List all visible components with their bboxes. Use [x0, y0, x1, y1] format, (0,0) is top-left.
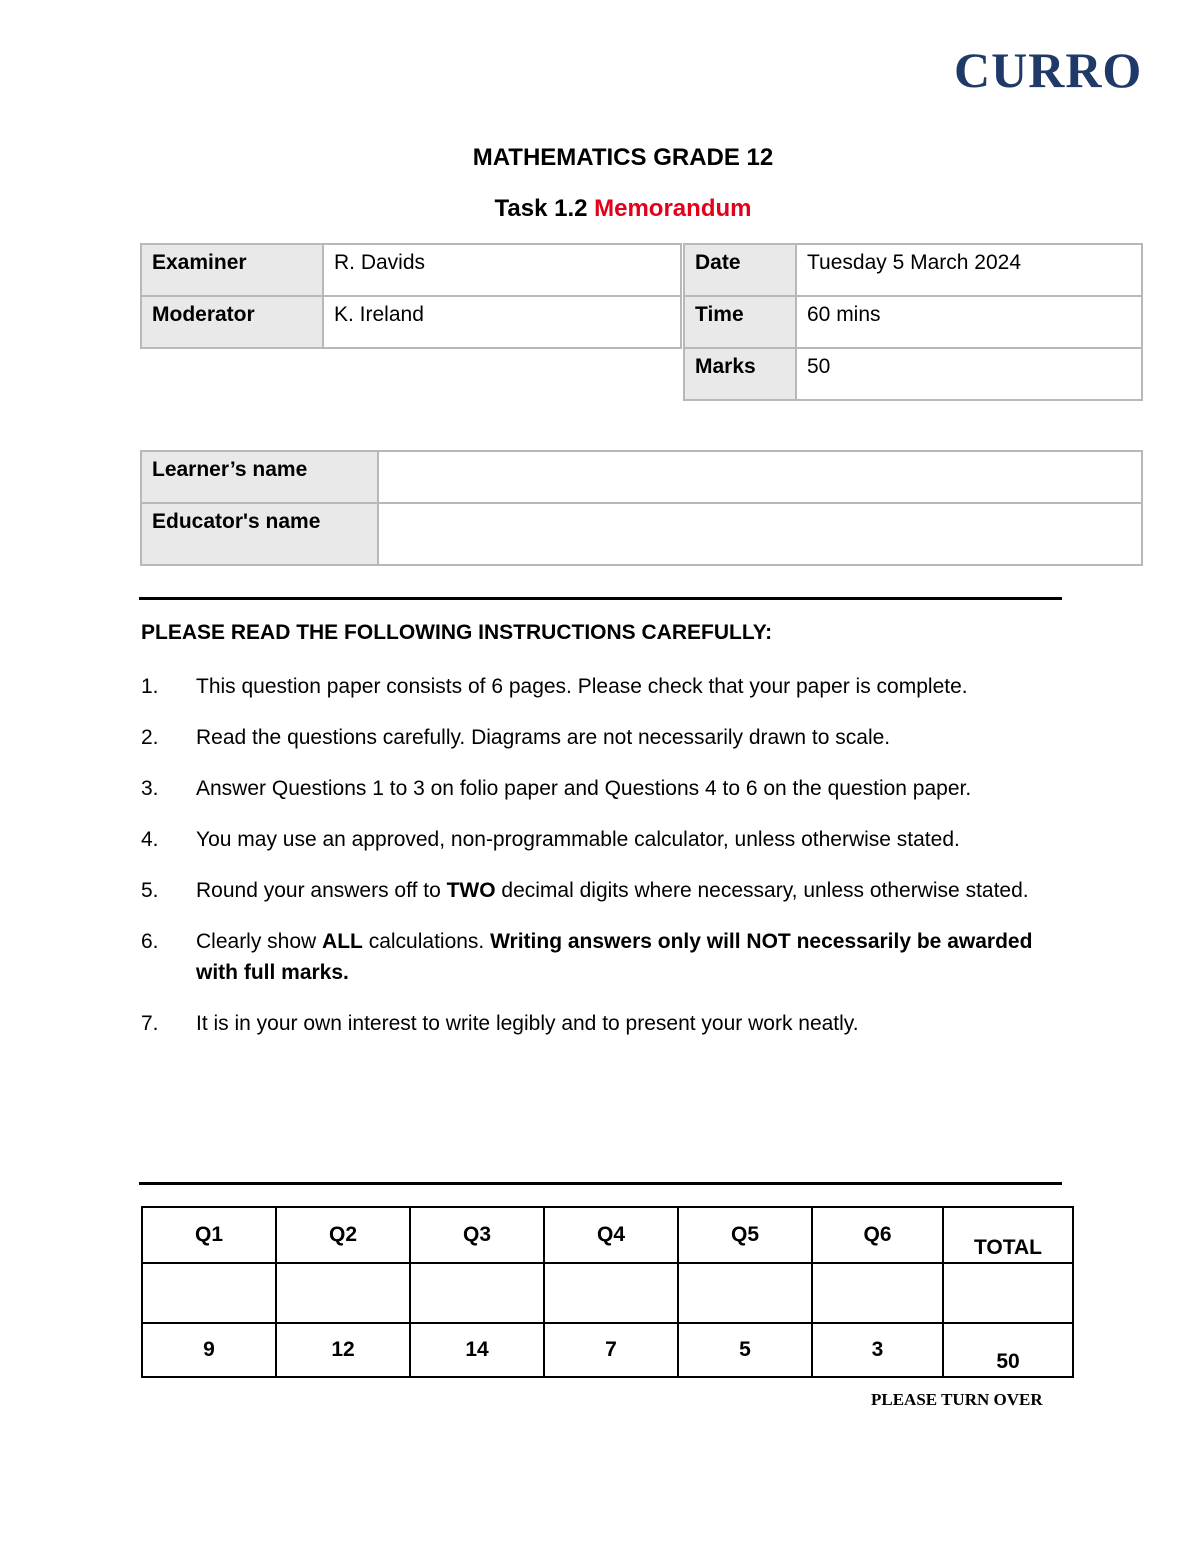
divider-bottom — [139, 1182, 1062, 1185]
q5-score-cell[interactable] — [678, 1263, 812, 1323]
q1-max-marks: 9 — [142, 1323, 276, 1377]
task-subtitle — [0, 195, 1200, 223]
instruction-text: Clearly show — [196, 930, 323, 953]
q2-max-marks: 12 — [276, 1323, 410, 1377]
instruction-text: This question paper consists of 6 pages. Please check that your paper is complete. — [196, 675, 968, 698]
instruction-text: Read the questions carefully. Diagrams are not necessarily drawn to scale. — [196, 726, 891, 749]
q5-max-marks: 5 — [678, 1323, 812, 1377]
time-value: 60 mins — [796, 296, 1142, 348]
instruction-text: It is in your own interest to write legibly and to present your work neatly. — [196, 1012, 859, 1035]
date-value: Tuesday 5 March 2024 — [796, 244, 1142, 296]
exam-details-table — [683, 243, 1143, 401]
q1-header: Q1 — [142, 1207, 276, 1263]
please-turn-over: PLEASE TURN OVER — [871, 1390, 1043, 1409]
instructions-list — [141, 671, 1071, 1039]
instruction-text: decimal digits where necessary, unless otherwise stated. — [495, 879, 1029, 902]
q6-header: Q6 — [812, 1207, 943, 1263]
time-label: Time — [684, 296, 796, 348]
q6-score-cell[interactable] — [812, 1263, 943, 1323]
q3-max-marks: 14 — [410, 1323, 544, 1377]
instruction-text: Writing answers only will NOT necessarily be awarded with full marks. — [196, 930, 1033, 984]
learner-name-field[interactable] — [378, 451, 1142, 503]
educator-name-label: Educator's name — [141, 503, 378, 565]
q2-header: Q2 — [276, 1207, 410, 1263]
staff-table — [140, 243, 682, 349]
marks-value: 50 — [796, 348, 1142, 400]
examiner-label: Examiner — [141, 244, 323, 296]
task-label: Task 1.2 — [494, 195, 588, 222]
educator-name-field[interactable] — [378, 503, 1142, 565]
instruction-item: 1. This question paper consists of 6 pages. Please check that your paper is complete. — [141, 675, 968, 698]
instruction-text: You may use an approved, non-programmable calculator, unless otherwise stated. — [196, 828, 960, 851]
instruction-item: 5. Round your answers off to TWO decimal digits where necessary, unless otherwise stated. — [141, 879, 1029, 902]
q2-score-cell[interactable] — [276, 1263, 410, 1323]
curro-logo: CURRO — [954, 42, 1143, 98]
total-max-marks: 50 — [943, 1323, 1073, 1377]
q6-max-marks: 3 — [812, 1323, 943, 1377]
instruction-text: Answer Questions 1 to 3 on folio paper and Questions 4 to 6 on the question paper. — [196, 777, 972, 800]
divider-top — [139, 597, 1062, 600]
instruction-text: ALL — [322, 930, 363, 953]
q4-score-cell[interactable] — [544, 1263, 678, 1323]
total-header: TOTAL — [943, 1207, 1073, 1263]
moderator-label: Moderator — [141, 296, 323, 348]
instruction-item: 2. Read the questions carefully. Diagrams are not necessarily drawn to scale. — [141, 726, 891, 749]
q3-score-cell[interactable] — [410, 1263, 544, 1323]
learner-name-label: Learner’s name — [141, 451, 378, 503]
memorandum-label: Memorandum — [594, 195, 752, 222]
q3-header: Q3 — [410, 1207, 544, 1263]
page-title: MATHEMATICS GRADE 12 — [472, 144, 774, 171]
instruction-item: 4. You may use an approved, non-programmable calculator, unless otherwise stated. — [141, 828, 960, 851]
q4-header: Q4 — [544, 1207, 678, 1263]
q4-max-marks: 7 — [544, 1323, 678, 1377]
instruction-item: 6. Clearly show ALL calculations. Writing answers only will NOT necessarily be awarded with full marks. — [141, 930, 1033, 984]
examiner-value: R. Davids — [323, 244, 681, 296]
marks-label: Marks — [684, 348, 796, 400]
instruction-text: TWO — [446, 879, 496, 902]
date-label: Date — [684, 244, 796, 296]
names-table — [140, 450, 1143, 566]
moderator-value: K. Ireland — [323, 296, 681, 348]
instruction-item: 7. It is in your own interest to write legibly and to present your work neatly. — [141, 1012, 859, 1035]
q1-score-cell[interactable] — [142, 1263, 276, 1323]
instruction-item: 3. Answer Questions 1 to 3 on folio paper and Questions 4 to 6 on the question paper. — [141, 777, 972, 800]
instruction-text: calculations. — [362, 930, 491, 953]
instructions-heading: PLEASE READ THE FOLLOWING INSTRUCTIONS CAREFULLY: — [141, 621, 773, 644]
total-score-cell[interactable] — [943, 1263, 1073, 1323]
marks-table — [141, 1206, 1074, 1378]
instruction-text: Round your answers off to — [196, 879, 447, 902]
q5-header: Q5 — [678, 1207, 812, 1263]
